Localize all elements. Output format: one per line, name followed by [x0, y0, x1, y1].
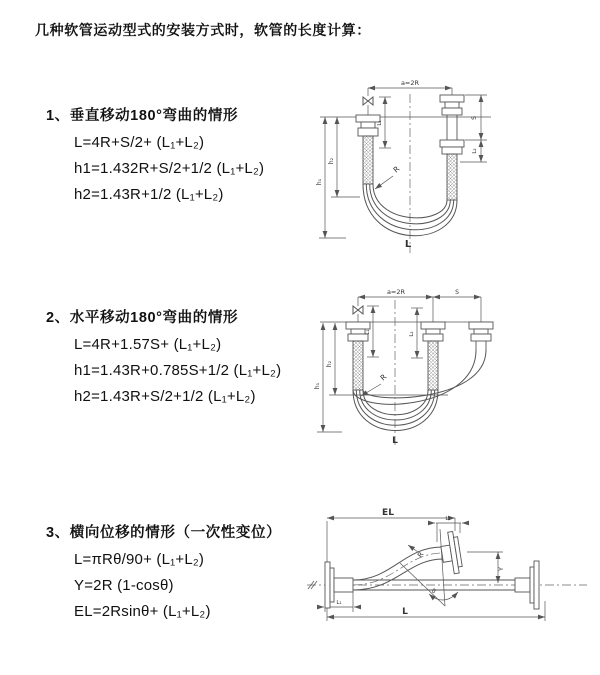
dim-label-h2: h₂: [328, 157, 335, 165]
y-label: Y: [497, 567, 505, 571]
formula-el: EL=2Rsinθ+ (L₁+L₂): [74, 603, 211, 620]
dim-label-l2: L₂: [409, 331, 415, 337]
dim-label-l2: L₂: [472, 148, 478, 154]
dim-label-span: a=2R: [386, 288, 406, 296]
right-flange-fitting: [515, 561, 539, 609]
vertical-bend-diagram: [300, 70, 510, 265]
theta-label: θ: [432, 588, 436, 595]
dim-label-h2: h₂: [326, 360, 333, 368]
lateral-offset-diagram: [295, 495, 600, 660]
section-2-heading: 2、水平移动180°弯曲的情形: [46, 310, 239, 326]
dim-label-l1: L₁: [336, 600, 342, 606]
dim-label-h1: h₁: [314, 382, 321, 390]
section-lateral-offset: [46, 521, 281, 620]
dim-label-s: S: [471, 116, 478, 120]
formula-l: L=πRθ/90+ (L₁+L₂): [74, 551, 205, 568]
formula-h1: h1=1.43R+0.785S+1/2 (L₁+L₂): [74, 362, 282, 379]
length-label: L: [392, 436, 398, 446]
middle-fitting: [421, 322, 445, 390]
dim-label-l1: L₁: [377, 120, 383, 126]
length-label: L: [404, 239, 412, 250]
dimension-lines: [319, 88, 491, 238]
section-3-heading: 3、横向位移的情形（一次性变位）: [46, 525, 282, 541]
formula-h1: h1=1.432R+S/2+1/2 (L₁+L₂): [74, 160, 265, 177]
right-fitting: [440, 95, 464, 200]
dim-label-l2: L₂: [445, 516, 451, 522]
valve-icon: [353, 306, 363, 314]
dim-label-h1: h₁: [316, 178, 323, 186]
formula-l: L=4R+1.57S+ (L₁+L₂): [74, 336, 222, 353]
page-title: 几种软管运动型式的安装方式时，软管的长度计算：: [35, 22, 371, 38]
length-label: L: [402, 607, 408, 617]
section-vertical-movement: [46, 104, 264, 203]
horizontal-bend-diagram: [300, 280, 510, 460]
moved-fitting: [469, 322, 493, 350]
section-horizontal-movement: [46, 306, 281, 405]
dimension-lines: [308, 518, 545, 621]
radius-label: R: [416, 550, 426, 560]
formula-h2: h2=1.43R+1/2 (L₁+L₂): [74, 186, 224, 203]
formula-h2: h2=1.43R+S/2+1/2 (L₁+L₂): [74, 388, 256, 405]
valve-icon: [363, 97, 373, 105]
displaced-hose: [353, 547, 443, 590]
formula-y: Y=2R (1-cosθ): [74, 577, 174, 594]
dim-label-span: a=2R: [400, 79, 420, 87]
radius-label: R: [391, 164, 402, 175]
el-label: EL: [382, 508, 394, 518]
dimension-lines: [317, 297, 492, 432]
radius-label: R: [378, 372, 389, 383]
dim-label-l1: L₁: [365, 329, 371, 335]
section-1-heading: 1、垂直移动180°弯曲的情形: [46, 108, 239, 124]
dim-label-s: S: [455, 289, 459, 296]
formula-l: L=4R+S/2+ (L₁+L₂): [74, 134, 205, 151]
hose-arcs: [353, 350, 486, 431]
